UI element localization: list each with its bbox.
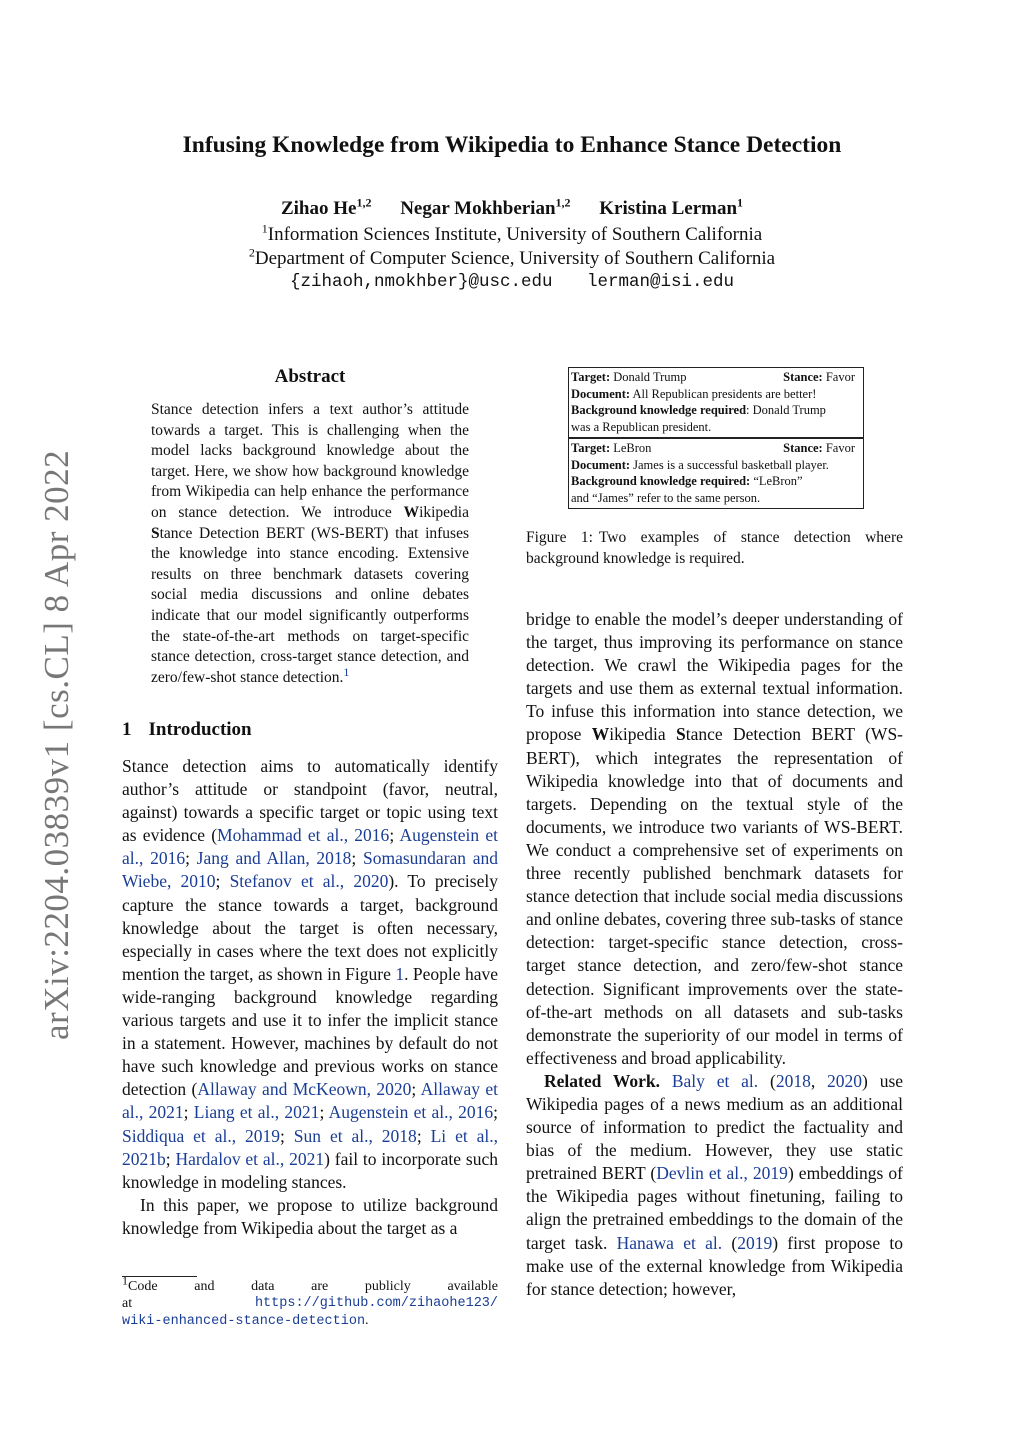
paragraph: In this paper, we propose to utilize background knowledge from Wikipedia about the target as a [122,1194,498,1238]
citation-link[interactable]: Augenstein et al., 2016 [328,1102,494,1123]
citation-link[interactable]: Hanawa et al. [616,1232,723,1253]
author: Kristina Lerman$^1$ [599,195,744,219]
citation-link[interactable]: Stefanov et al., 2020 [229,871,389,892]
figure-caption: Figure 1: Two examples of stance detection where background knowledge is required. [526,529,903,567]
citation-link[interactable]: Liang et al., 2021 [193,1102,320,1123]
figure-example-box: Target: LeBron Stance: Favor Document: James is a successful basketball player. Background knowledge required: “LeBron” and “James” refer to the same person. [568,438,864,509]
email[interactable]: lerman@isi.edu [587,272,735,292]
citation-link[interactable]: Devlin et al., 2019 [656,1163,788,1184]
intro-right-column [526,608,903,1301]
footnote-divider [122,1276,197,1277]
repo-link[interactable]: wiki-enhanced-stance-detection [122,1314,366,1329]
paper-title: Infusing Knowledge from Wikipedia to Enhance Stance Detection [182,132,842,158]
citation-link[interactable]: Jang and Allan, 2018 [196,848,352,869]
citation-link[interactable]: Augenstein et al., 2016 [122,825,498,869]
footnote-ref[interactable]: 1 [343,664,350,679]
affiliation: $^2$Department of Computer Science, University of Southern California [248,245,776,269]
footnote-line: $^1$Code and data are publicly available [122,1273,498,1294]
intro-left-column [122,755,498,1240]
abstract-heading: Abstract [274,366,346,387]
citation-link[interactable]: Siddiqua et al., 2019 [122,1125,280,1146]
footnote-line: wiki-enhanced-stance-detection. [122,1313,369,1329]
author-list [0,195,1024,220]
citation-link[interactable]: Somasundaran and Wiebe, 2010 [122,848,499,892]
citation-link[interactable]: Li et al., 2021b [122,1125,499,1169]
citation-link[interactable]: 2020 [827,1070,863,1091]
citation-link[interactable]: Hardalov et al., 2021 [175,1148,325,1169]
figure-example-box: Target: Donald Trump Stance: Favor Document: All Republican presidents are better! Background knowledge required: Donald Trump was a Republican president. [568,367,864,438]
email[interactable]: {zihaoh,nmokhber}@usc.edu [289,272,553,292]
citation-link[interactable]: Allaway and McKeown, 2020 [197,1079,412,1100]
affiliation: $^1$Information Sciences Institute, University of Southern California [261,221,763,245]
paragraph: Stance detection aims to automatically identify author’s attitude or standpoint (favor, neutral, against) towards a specific target or topic using text as evidence (Mohammad et al., 2016; Augenstein et al., 2016; Jang and Allan, 2018; Somasundaran and Wiebe, 2010; Stefanov et al., 2020). To precisely capture the stance towards a target, background knowledge about the target is often necessary, especially in cases where the text does not explicitly mention the target, as shown in Figure 1. People have wide-ranging background knowledge regarding various targets and use it to infer the implicit stance in a statement. However, machines by default do not have such knowledge and previous works on stance detection (Allaway and McKeown, 2020; Allaway et al., 2021; Liang et al., 2021; Augenstein et al., 2016; Siddiqua et al., 2019; Sun et al., 2018; Li et al., 2021b; Hardalov et al., 2021) fail to incorporate such knowledge in modeling stances. [122,756,499,1192]
author: Zihao He$^{1,2}$ [280,195,372,219]
author: Negar Mokhberian$^{1,2}$ [400,195,571,219]
citation-link[interactable]: 2019 [737,1232,773,1253]
arxiv-stamp: arXiv:2204.03839v1 [cs.CL] 8 Apr 2022 [37,449,76,1040]
citation-link[interactable]: Baly et al. [671,1070,759,1091]
citation-link[interactable]: Allaway et al., 2021 [122,1079,498,1123]
repo-link[interactable]: https://github.com/zihaohe123/ [254,1296,498,1311]
paragraph: bridge to enable the model’s deeper understanding of the target, thus improving its performance on stance detection. We crawl the Wikipedia pages for the targets and use them as external textual information. To infuse this information into stance detection, we propose Wikipedia Stance Detection BERT (WS-BERT), which integrates the representation of Wikipedia knowledge into that of documents and targets. Depending on the textual style of the documents, we introduce two variants of WS-BERT. We conduct a comprehensive set of experiments on three recently published benchmark datasets for stance detection that include social media discussions and online debates, covering three sub-tasks of stance detection: target-specific stance detection, cross-target stance detection, and zero/few-shot stance detection. Significant improvements over the state-of-the-art methods on all datasets and sub-tasks demonstrate the superiority of our model in terms of effectiveness and broad applicability. [526,609,904,1068]
citation-link[interactable]: Sun et al., 2018 [293,1125,417,1146]
footnote [122,1273,498,1330]
citation-link[interactable]: Mohammad et al., 2016 [217,825,390,846]
author-emails [0,272,1024,292]
citation-link[interactable]: 2018 [775,1070,811,1091]
paragraph: Related Work. Baly et al. (2018, 2020) use Wikipedia pages of a news medium as an additional source of information to predict the factuality and bias of the medium. However, they use static pretrained BERT (Devlin et al., 2019) embeddings of the Wikipedia pages without finetuning, failing to align the pretrained embeddings to the domain of the target task. Hanawa et al. (2019) first propose to make use of the external knowledge from Wikipedia for stance detection; however, [526,1070,904,1299]
figure-ref-link[interactable]: 1 [395,963,405,984]
abstract-body: Stance detection infers a text author’s attitude towards a target. This is challenging when the model lacks background knowledge about the target. Here, we show how background knowledge from Wikipedia can help enhance the performance on stance detection. We introduce Wikipedia Stance Detection BERT (WS-BERT) that infuses the knowledge into stance encoding. Extensive results on three benchmark datasets covering social media discussions and online debates indicate that our model significantly outperforms the state-of-the-art methods on target-specific stance detection, cross-target stance detection, and zero/few-shot stance detection.$^1$ [151,401,469,686]
footnote-line: at https://github.com/zihaohe123/ [122,1296,498,1311]
section-heading: 1 Introduction [122,719,252,740]
